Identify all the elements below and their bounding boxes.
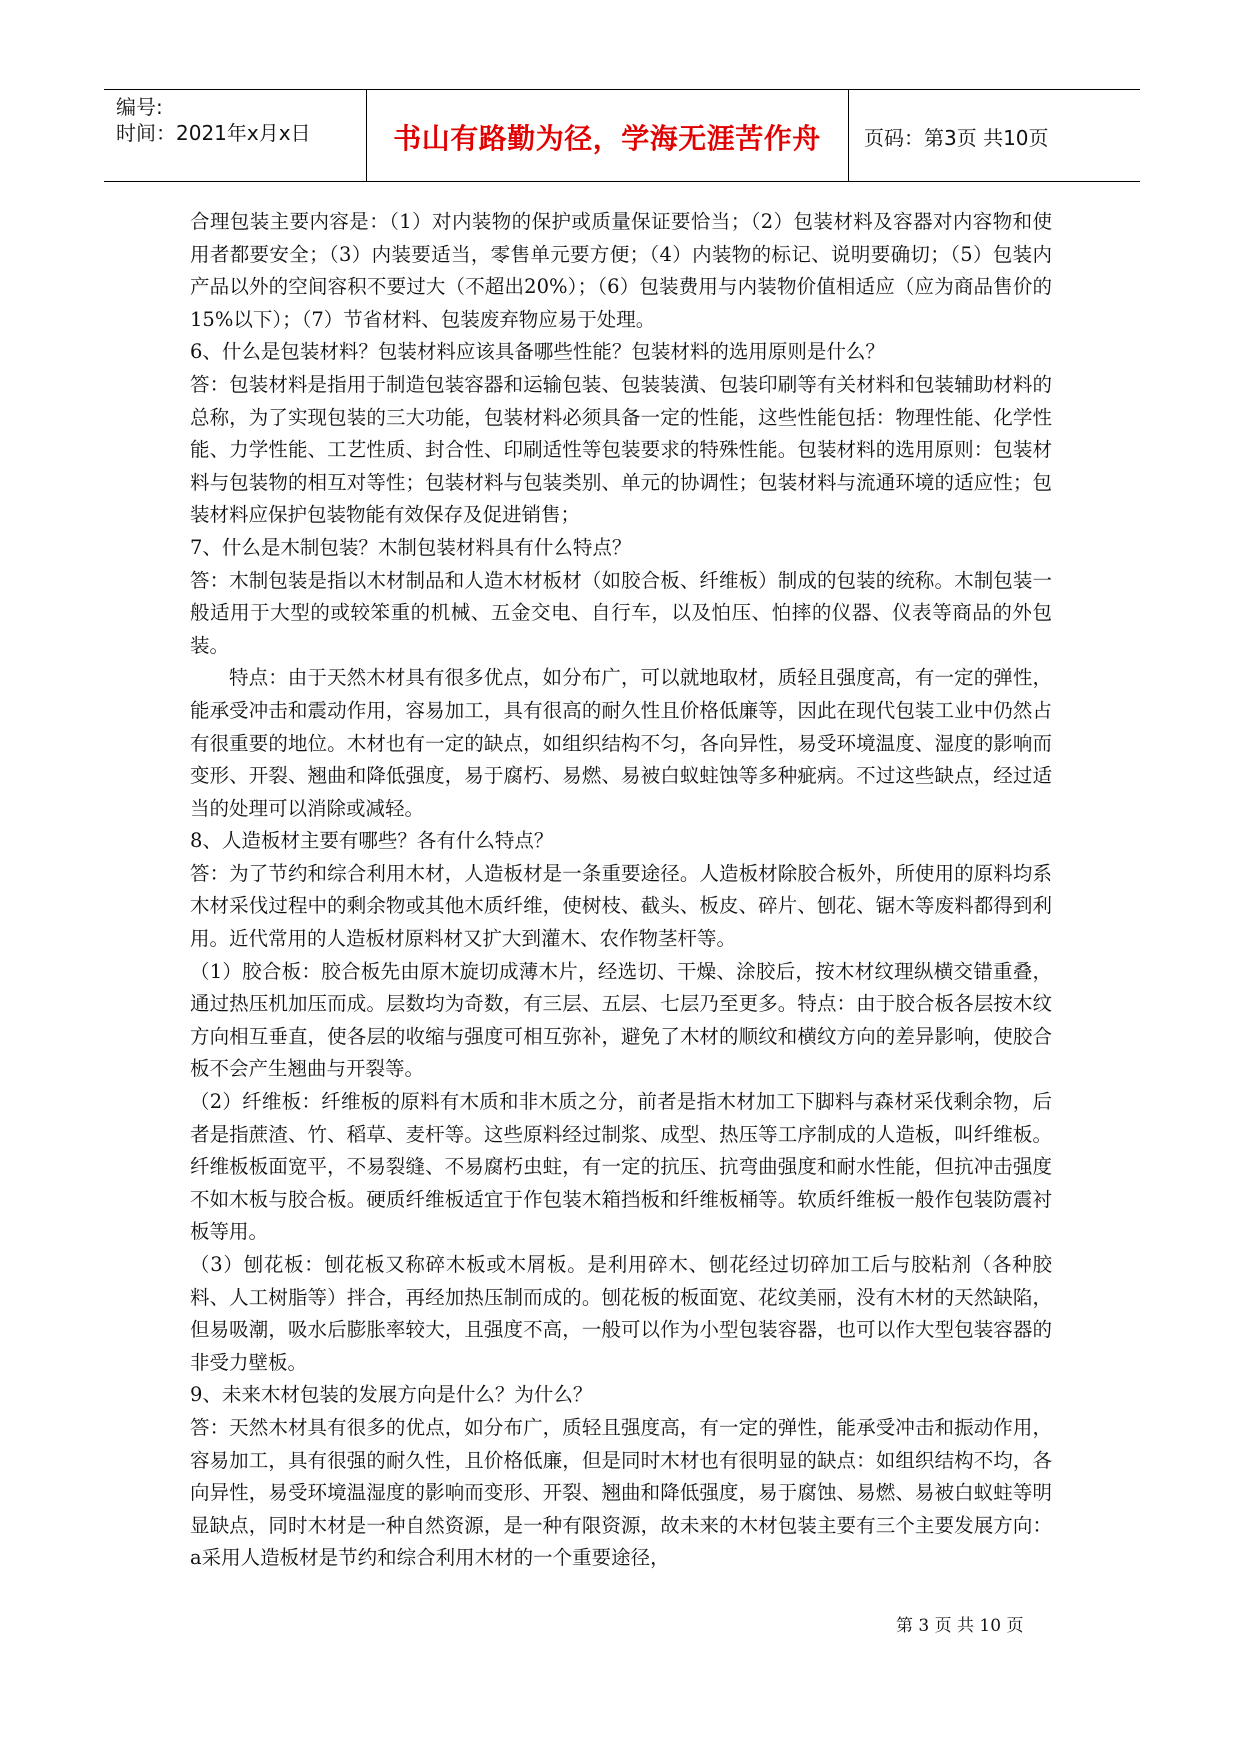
paragraph: 答：为了节约和综合利用木材，人造板材是一条重要途径。人造板材除胶合板外，所使用的原料均系木材采伐过程中的剩余物或其他木质纤维，使树枝、截头、板皮、碎片、刨花、锯木等废料都得到利用。近代常用的人造板材原料材又扩大到灌木、农作物茎杆等。 <box>190 861 1052 951</box>
question-heading: 7、什么是木制包装？木制包装材料具有什么特点？ <box>190 535 632 559</box>
paragraph: 答：木制包装是指以木材制品和人造木材板材（如胶合板、纤维板）制成的包装的统称。木制包装一般适用于大型的或较笨重的机械、五金交电、自行车，以及怕压、怕摔的仪器、仪表等商品的外包装。 <box>190 568 1052 657</box>
paragraph: 特点：由于天然木材具有很多优点，如分布广，可以就地取材，质轻且强度高，有一定的弹性，能承受冲击和震动作用，容易加工，具有很高的耐久性且价格低廉等，因此在现代包装工业中仍然占有很重要的地位。木材也有一定的缺点，如组织结构不匀，各向异性，易受环境温度、湿度的影响而变形、开裂、翘曲和降低强度，易于腐朽、易燃、易被白蚁蛀蚀等多种疵病。不过这些缺点，经过适当的处理可以消除或减轻。 <box>190 666 1052 820</box>
serial-number-label: 编号: <box>116 95 163 119</box>
header-motto: 书山有路勤为径，学海无涯苦作舟 <box>393 121 821 155</box>
paragraph: 答：包装材料是指用于制造包装容器和运输包装、包装装潢、包装印刷等有关材料和包装辅助材料的总称，为了实现包装的三大功能，包装材料必须具备一定的性能，这些性能包括：物理性能、化学性能、力学性能、工艺性质、封合性、印刷适性等包装要求的特殊性能。包装材料的选用原则：包装材料与包装物的相互对等性；包装材料与包装类别、单元的协调性；包装材料与流通环境的适应性；包装材料应保护包装物能有效保存及促进销售； <box>190 372 1052 527</box>
document-body <box>190 206 1052 1575</box>
paragraph: （2）纤维板：纤维板的原料有木质和非木质之分，前者是指木材加工下脚料与森材采伐剩余物，后者是指蔗渣、竹、稻草、麦杆等。这些原料经过制浆、成型、热压等工序制成的人造板，叫纤维板。纤维板板面宽平，不易裂缝、不易腐朽虫蛀，有一定的抗压、抗弯曲强度和耐水性能，但抗冲击强度不如木板与胶合板。硬质纤维板适宜于作包装木箱挡板和纤维板桶等。软质纤维板一般作包装防震衬板等用。 <box>190 1090 1052 1244</box>
time-label: 时间：2021年x月x日 <box>116 121 311 145</box>
question-heading: 8、人造板材主要有哪些？各有什么特点？ <box>190 829 554 853</box>
question-heading: 6、什么是包装材料？包装材料应该具备哪些性能？包装材料的选用原则是什么？ <box>190 340 885 364</box>
header-page-code: 页码：第3页 共10页 <box>864 126 1049 150</box>
paragraph: 合理包装主要内容是：（1）对内装物的保护或质量保证要恰当；（2）包装材料及容器对内容物和使用者都要安全；（3）内装要适当，零售单元要方便；（4）内装物的标记、说明要确切；（5）包装内产品以外的空间容积不要过大（不超出20%）；（6）包装费用与内装物价值相适应（应为商品售价的15%以下）；（7）节省材料、包装废弃物应易于处理。 <box>190 210 1052 331</box>
paragraph: （1）胶合板：胶合板先由原木旋切成薄木片，经选切、干燥、涂胶后，按木材纹理纵横交错重叠，通过热压机加压而成。层数均为奇数，有三层、五层、七层乃至更多。特点：由于胶合板各层按木纹方向相互垂直，使各层的收缩与强度可相互弥补，避免了木材的顺纹和横纹方向的差异影响，使胶合板不会产生翘曲与开裂等。 <box>190 959 1052 1081</box>
question-heading: 9、未来木材包装的发展方向是什么？为什么？ <box>190 1383 593 1407</box>
document-header <box>104 89 1140 182</box>
header-meta <box>116 94 311 146</box>
paragraph: 答：天然木材具有很多的优点，如分布广，质轻且强度高，有一定的弹性，能承受冲击和振动作用，容易加工，具有很强的耐久性，且价格低廉，但是同时木材也有很明显的缺点：如组织结构不均，各向异性，易受环境温湿度的影响而变形、开裂、翘曲和降低强度，易于腐蚀、易燃、易被白蚁蛀等明显缺点，同时木材是一种自然资源，是一种有限资源，故未来的木材包装主要有三个主要发展方向：a采用人造板材是节约和综合利用木材的一个重要途径， <box>190 1415 1052 1570</box>
page-footer: 第 3 页 共 10 页 <box>896 1616 1024 1636</box>
header-divider <box>848 90 849 181</box>
paragraph: （3）刨花板：刨花板又称碎木板或木屑板。是利用碎木、刨花经过切碎加工后与胶粘剂（各种胶料、人工树脂等）拌合，再经加热压制而成的。刨花板的板面宽、花纹美丽，没有木材的天然缺陷，但易吸潮，吸水后膨胀率较大，且强度不高，一般可以作为小型包装容器，也可以作大型包装容器的非受力壁板。 <box>190 1253 1052 1374</box>
